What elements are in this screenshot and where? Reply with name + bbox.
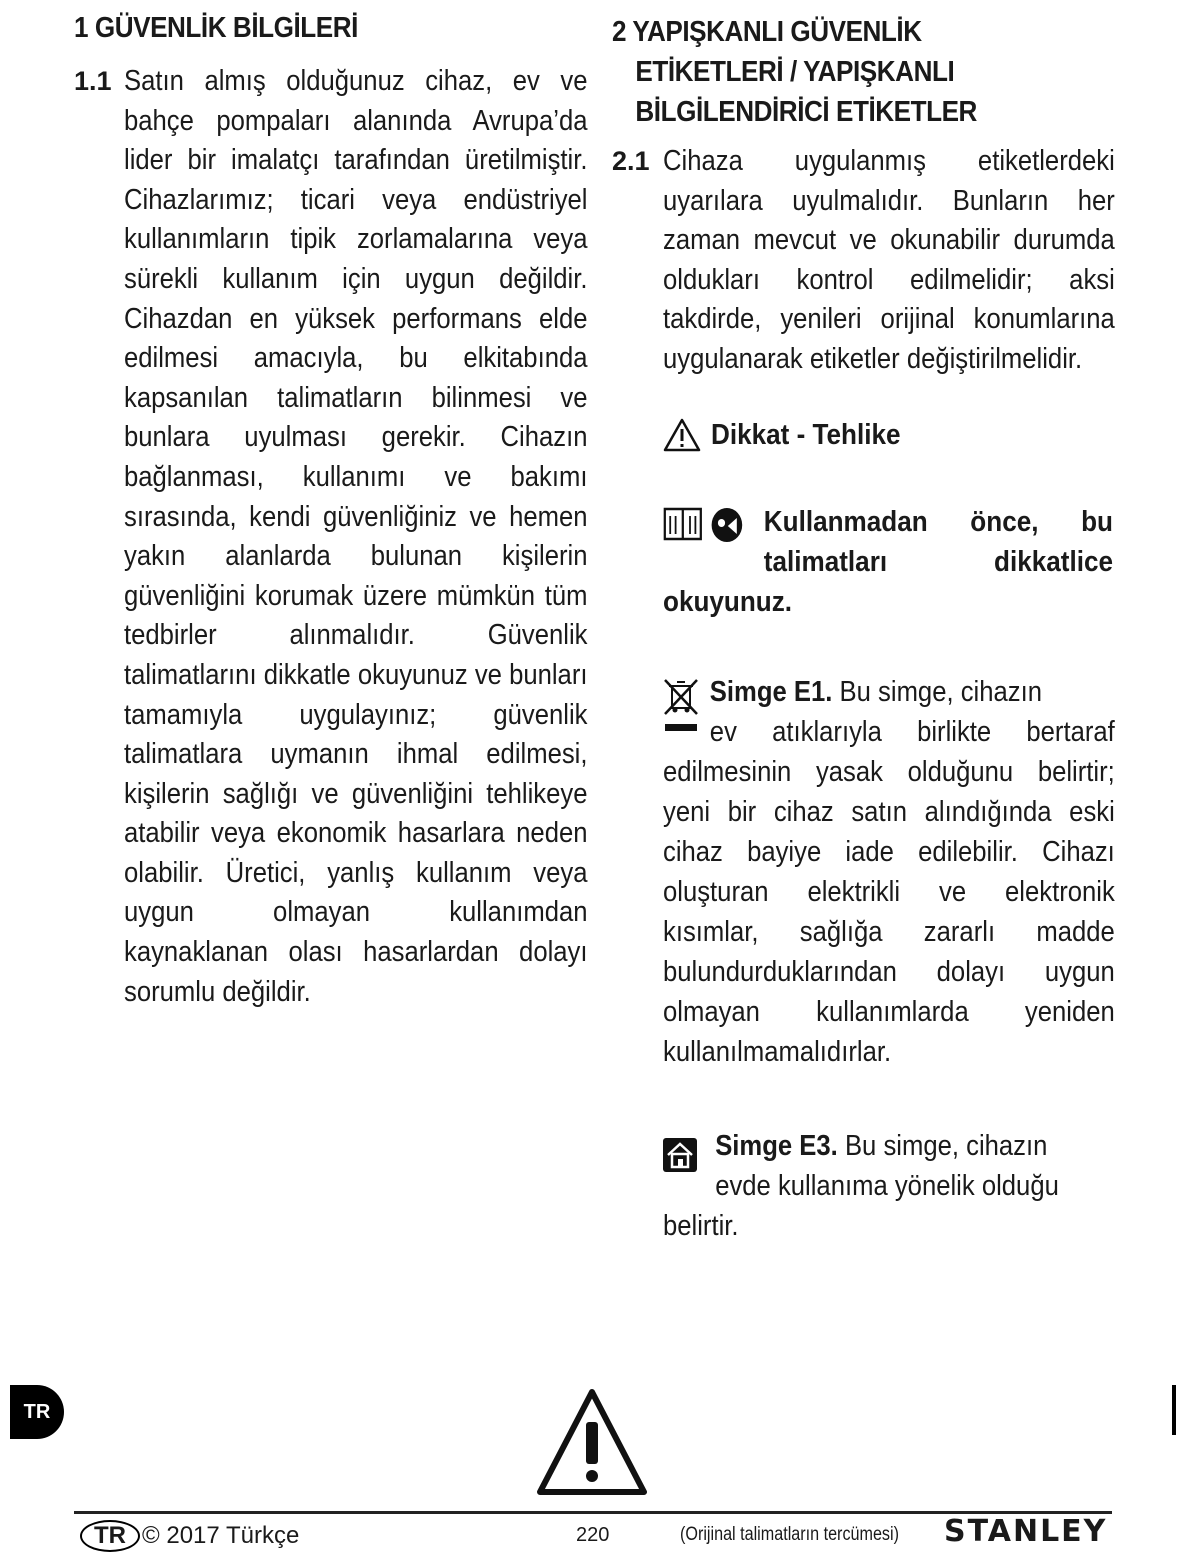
translation-note: (Orijinal talimatların tercümesi) (680, 1524, 899, 1545)
symbol-e3-first: Bu simge, cihazın (844, 1130, 1048, 1162)
section1-paragraph: Satın almış olduğunuz cihaz, ev ve bahçe pompaları alanında Avrupa’da lider bir imalatçı tarafından üretilmiştir. Cihazlarımız; ticari veya endüstriyel kullanımların tipik zorlamalarına veya sürekli kullanım için uygun değildir. Cihazdan en yüksek performans elde edilmesi amacıyla, bu elkitabında kapsanılan talimatların bilinmesi ve bunlara uyulması gerekir. Cihazın bağlanması, kullanımı ve bakımı sırasında, kendi güvenliğiniz ve hemen yakın alanlarda bulunan kişilerin güvenliğini korumak üzere mümkün tüm tedbirler alınmalıdır. Güvenlik talimatlarını dikkatle okuyunuz ve bunları tamamıyla uygulayınız; güvenlik talimatlara uymanın ihmal edilmesi, kişilerin sağlığı ve güvenliğini tehlikeye atabilir veya ekonomik hasarlara neden olabilir. Üretici, yanlış kullanım veya uygun olmayan kullanımdan kaynaklanan olası hasarlardan dolayı sorumlu değildir. (124, 65, 588, 1008)
item-number-1-1: 1.1 (74, 66, 112, 96)
manual-book-icon (663, 506, 703, 542)
section2-heading (612, 12, 977, 132)
section2-paragraph: Cihaza uygulanmış etiketlerdeki uyarılara uyulmalıdır. Bunların her zaman mevcut ve okunabilir durumda oldukları kontrol edilmelidir; aksi takdirde, yenileri orijinal konumlarına uygulanarak etiketler değiştirilmelidir. (663, 145, 1115, 375)
warning-triangle-icon (663, 418, 701, 452)
symbol-e3-second: evde kullanıma yönelik olduğu (715, 1170, 1059, 1202)
section1-heading: 1 GÜVENLİK BİLGİLERİ (74, 12, 358, 44)
footer-language (80, 1520, 299, 1552)
read-face-icon (710, 506, 744, 544)
read-instructions-line2: okuyunuz. (663, 586, 793, 618)
read-instructions-line1: Kullanmadan önce, bu talimatları dikkatlice (763, 506, 1113, 578)
page-number: 220 (576, 1524, 610, 1546)
symbol-e3-title: Simge E3. (715, 1130, 838, 1162)
symbol-e3-text (663, 1126, 1104, 1246)
section2-heading-line1: 2 YAPIŞKANLI GÜVENLİK (612, 16, 922, 48)
section2-heading-line3: BİLGİLENDİRİCİ ETİKETLER (635, 96, 977, 128)
symbol-e3-rest: belirtir. (663, 1210, 739, 1242)
symbol-e1-rest: ev atıklarıyla birlikte bertaraf edilmesinin yasak olduğunu belirtir; yeni bir cihaz satın alındığında eski cihaz bayiye iade edilebilir. Cihazı oluşturan elektrikli ve elektronik kısımlar, sağlığa zararlı madde bulundurduklarından dolayı uygun olmayan kullanımlarda yeniden kullanılmamalıdırlar. (663, 716, 1115, 1068)
symbol-e1-text (663, 672, 1115, 1072)
footer-lang-code: TR (80, 1520, 140, 1552)
item-number-2-1: 2.1 (612, 146, 650, 176)
symbol-e1-first: Bu simge, cihazın (839, 676, 1042, 708)
right-margin-bar (1172, 1385, 1176, 1435)
footer-copyright: © 2017 Türkçe (142, 1522, 300, 1549)
section2-heading-line2: ETİKETLERİ / YAPIŞKANLI (635, 56, 955, 88)
brand-logo: STANLEY (944, 1514, 1108, 1549)
warning-label: Dikkat - Tehlike (711, 418, 901, 451)
read-instructions-block (663, 502, 1113, 622)
language-side-badge: TR (10, 1385, 64, 1439)
large-warning-icon (536, 1388, 648, 1496)
warning-row (663, 418, 922, 452)
symbol-e1-title: Simge E1. (709, 676, 833, 708)
